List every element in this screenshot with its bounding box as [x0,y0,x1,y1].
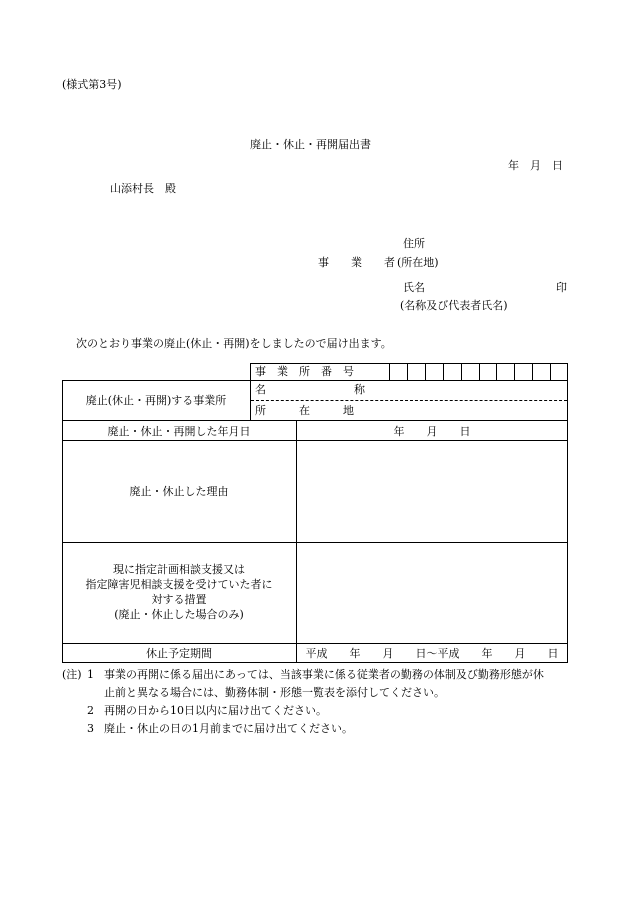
note-text: 事業の再開に係る届出にあっては、当該事業に係る従業者の勤務の体制及び勤務形態が休 [104,668,544,681]
note-number: 3 [87,722,94,735]
name-note: (名称及び代表者氏名) [400,299,508,312]
office-number-digit-divider [425,363,426,380]
submission-date: 年 月 日 [508,159,563,172]
measure-field[interactable] [297,543,567,642]
operator-label: 事 業 者 [318,256,395,269]
date-row-label: 廃止・休止・再開した年月日 [107,425,251,438]
notes-prefix: (注) [62,668,82,681]
note-text: 再開の日から10日以内に届け出てください。 [104,704,327,717]
office-number-digit-divider [461,363,462,380]
office-number-boxes[interactable] [389,363,568,381]
office-number-digit-divider [532,363,533,380]
office-address-field[interactable] [390,402,566,420]
office-number-digit-divider [496,363,497,380]
addressee: 山添村長 殿 [110,182,176,195]
measure-label-line: 指定障害児相談支援を受けていた者に [85,578,273,591]
note-number: 1 [87,668,94,681]
measure-label-line: (廃止・休止した場合のみ) [114,608,244,621]
date-row-value[interactable]: 年 月 日 [393,425,471,438]
office-number-digit-divider [443,363,444,380]
period-value[interactable]: 平成 年 月 日～平成 年 月 日 [305,647,559,660]
office-number-digit-divider [389,363,390,380]
address-label: 住所 [403,237,425,250]
office-number-digit-divider [407,363,408,380]
document-title: 廃止・休止・再開届出書 [250,138,371,151]
measure-label-line: 現に指定計画相談支援又は [113,563,245,576]
name-label: 氏名 [403,281,425,294]
office-name-label: 名 称 [255,383,365,396]
office-name-field[interactable] [390,381,566,399]
measure-label-line: 対する措置 [151,593,207,606]
note-number: 2 [87,704,94,717]
note-text: 止前と異なる場合には、勤務体制・形態一覧表を添付してください。 [104,686,445,699]
office-number-digit-divider [550,363,551,380]
office-label: 廃止(休止・再開)する事業所 [85,394,227,407]
seal-label: 印 [556,281,567,294]
location-label: (所在地) [397,256,439,269]
form-number: (様式第3号) [62,78,122,91]
office-number-label: 事 業 所 番 号 [255,365,354,378]
reason-label: 廃止・休止した理由 [129,485,229,498]
reason-field[interactable] [297,441,567,541]
office-number-digit-divider [479,363,480,380]
note-text: 廃止・休止の日の1月前までに届け出てください。 [104,722,353,735]
office-address-label: 所 在 地 [255,404,354,417]
intro-text: 次のとおり事業の廃止(休止・再開)をしましたので届け出ます。 [76,337,392,350]
period-label: 休止予定期間 [146,647,212,660]
office-number-digit-divider [514,363,515,380]
